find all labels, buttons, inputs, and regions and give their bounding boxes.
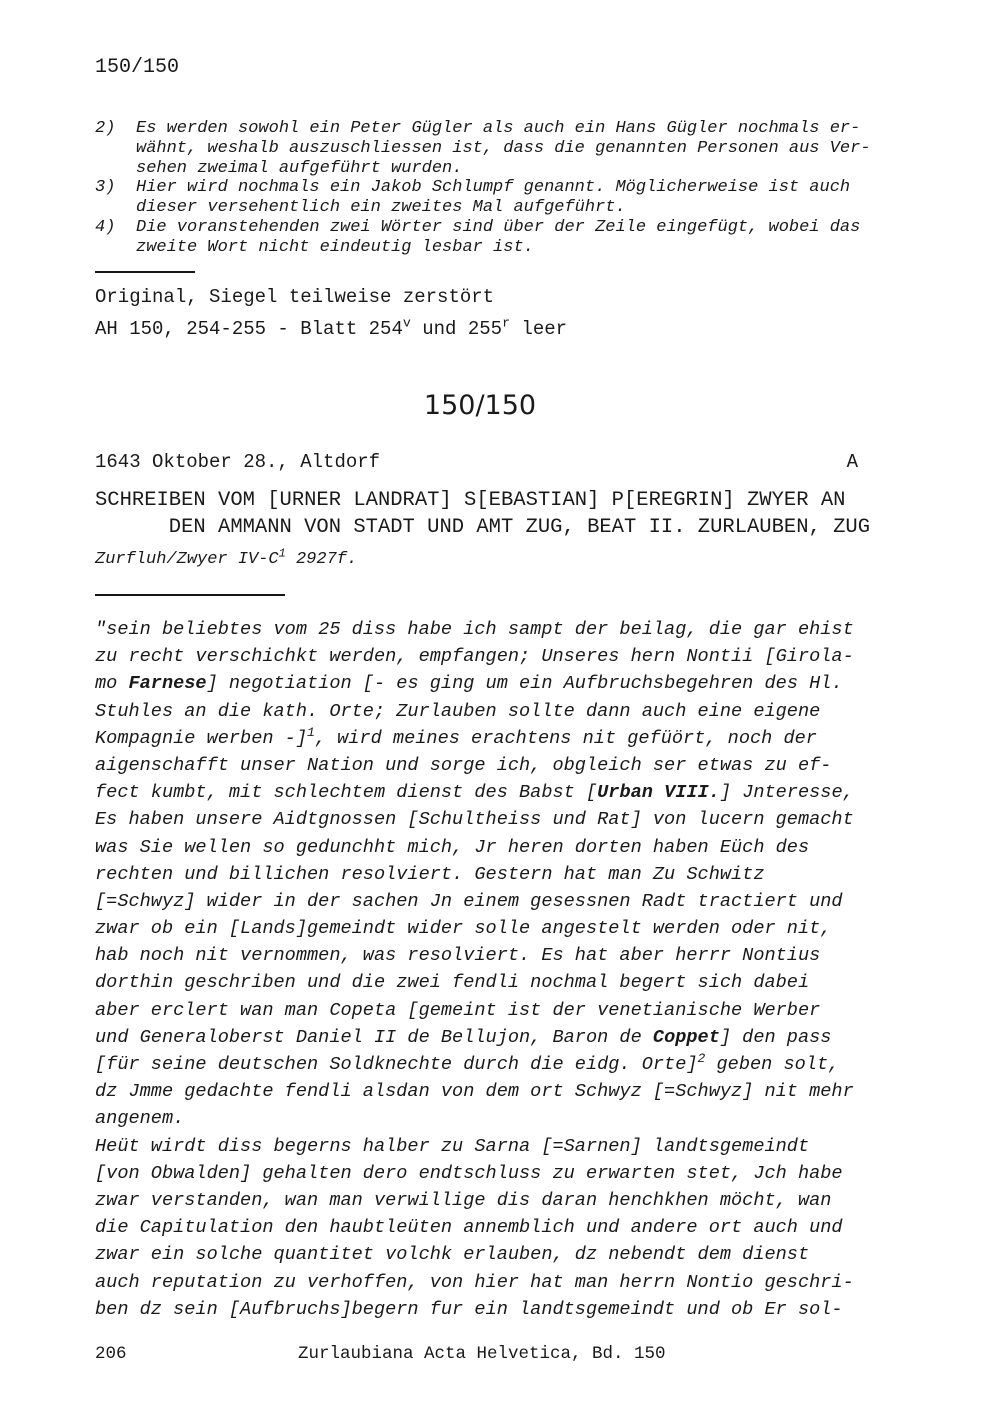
separator-rule-body [95, 594, 285, 596]
footnote-line: wähnt, weshalb auszuschliessen ist, dass die genannten Personen aus Ver- [136, 138, 871, 158]
text-segment: zu recht verschichkt werden, empfangen; Unseres hern Nontii [Girola- [95, 646, 854, 668]
text-line [95, 969, 895, 996]
footnote-line: sehen zweimal aufgeführt wurden. [136, 158, 463, 178]
text-line [95, 779, 895, 806]
text-segment: hab noch nit vernommen, was resolviert. Es hat aber herrr Nontius [95, 945, 821, 967]
text-segment: fect kumbt, mit schlechtem dienst des Babst [ [95, 782, 598, 804]
text-segment: die Capitulation den haubtleüten annemblich und andere ort auch und [95, 1217, 843, 1239]
text-segment: dorthin geschriben und die zwei fendli nochmal begert sich dabei [95, 972, 810, 994]
letter-body-text [95, 616, 895, 1323]
text-segment: mo [95, 673, 129, 695]
footer-imprint: Zurlaubiana Acta Helvetica, Bd. 150 [298, 1344, 666, 1364]
text-segment: ] Jnteresse, [719, 782, 854, 804]
superscript-note-ref: 1 [307, 724, 315, 740]
text-line [95, 1133, 895, 1160]
superscript-note-ref: 1 [278, 546, 286, 561]
source-citation [95, 546, 358, 569]
text-line [95, 670, 895, 697]
text-segment: 2927f. [285, 550, 358, 569]
document-heading [95, 488, 870, 541]
text-segment: dz Jmme gedachte fendli alsdan von dem ort Schwyz [=Schwyz] nit mehr [95, 1081, 854, 1103]
text-line [95, 942, 895, 969]
text-line: SCHREIBEN VOM [URNER LANDRAT] S[EBASTIAN] P[EREGRIN] ZWYER AN [95, 489, 846, 512]
text-line [95, 698, 895, 725]
text-segment: [für seine deutschen Soldknechte durch die eidg. Orte] [95, 1054, 698, 1075]
text-segment: Stuhles an die kath. Orte; Zurlauben sollte dann auch eine eigene [95, 700, 821, 722]
text-line [95, 1187, 895, 1214]
superscript-note-ref: r [502, 315, 511, 331]
text-segment: AH 150, 254-255 - Blatt 254 [95, 318, 403, 340]
document-title-number: 150/150 [423, 390, 537, 421]
footnote-number: 2) [95, 119, 116, 138]
superscript-note-ref: 2 [697, 1050, 706, 1066]
text-line [95, 888, 895, 915]
text-segment: ] negotiation [- es ging um ein Aufbruchsbegehren des Hl. [206, 673, 843, 695]
date-place-line: 1643 Oktober 28., Altdorf [95, 451, 381, 473]
text-segment: aigenschafft unser Nation und sorge ich, obgleich ser etwas zu ef- [95, 754, 832, 776]
text-segment: Es haben unsere Aidtgnossen [Schultheiss und Rat] von lucern gemacht [95, 809, 854, 831]
footnote-line: Es werden sowohl ein Peter Gügler als auch ein Hans Gügler nochmals er- [136, 119, 861, 138]
text-segment: , wird meines erachtens nit gefüört, noch der [314, 727, 817, 749]
text-segment: aber erclert wan man Copeta [gemeint ist der venetianische Werber [95, 999, 821, 1021]
text-segment: zwar ob ein [Lands]gemeindt wider solle angestelt werden oder nit, [95, 918, 832, 940]
text-segment: Zurfluh/Zwyer IV-C [95, 550, 279, 569]
text-line [95, 643, 895, 670]
footnote-item [95, 178, 895, 218]
text-line [95, 1296, 895, 1323]
text-line [95, 1160, 895, 1187]
text-segment: zwar ein solche quantitet volchk erlauben, dz nebendt dem dienst [95, 1244, 810, 1266]
footnote-line: dieser versehentlich ein zweites Mal aufgeführt. [136, 198, 626, 218]
text-line [95, 752, 895, 779]
text-segment: Kompagnie werben -] [95, 727, 308, 749]
footnotes [95, 119, 895, 258]
emphasized-name: Coppet [652, 1026, 720, 1048]
text-segment: auch reputation zu verhoffen, von hier hat man herrn Nontio geschri- [95, 1271, 854, 1293]
footnote-item [95, 119, 895, 178]
text-line [95, 1078, 895, 1105]
text-line [95, 616, 895, 643]
text-segment: zwar verstanden, wan man verwillige dis daran henchkhen möcht, wan [95, 1189, 832, 1211]
text-line: DEN AMMANN VON STADT UND AMT ZUG, BEAT II. ZURLAUBEN, ZUG [95, 515, 871, 539]
provenance-line: Original, Siegel teilweise zerstört [95, 286, 495, 308]
text-line [95, 725, 895, 752]
text-segment: Heüt wirdt diss begerns halber zu Sarna [=Sarnen] landtsgemeindt [95, 1135, 810, 1157]
text-segment: "sein beliebtes vom 25 diss habe ich sampt der beilag, die gar ehist [95, 619, 854, 640]
text-segment: rechten und billichen resolviert. Gestern hat man Zu Schwitz [95, 863, 765, 885]
running-header-document-number: 150/150 [95, 56, 180, 79]
footnote-line: zweite Wort nicht eindeutig lesbar ist. [136, 237, 534, 257]
footnote-number: 4) [95, 217, 116, 237]
footnote-line: Hier wird nochmals ein Jakob Schlumpf genannt. Möglicherweise ist auch [136, 178, 851, 198]
text-segment: ben dz sein [Aufbruchs]begern fur ein landtsgemeindt und ob Er sol- [95, 1298, 843, 1320]
text-line [95, 1241, 895, 1268]
footnote-item [95, 218, 895, 258]
text-line [95, 1214, 895, 1241]
text-line [95, 1105, 895, 1132]
text-segment: ] den pass [719, 1026, 832, 1048]
date-row [95, 451, 858, 473]
emphasized-name: Urban VIII. [597, 782, 720, 804]
text-line [95, 806, 895, 833]
text-line [95, 997, 895, 1024]
text-line [95, 915, 895, 942]
text-segment: [von Obwalden] gehalten dero endtschluss zu erwarten stet, Jch habe [95, 1162, 843, 1184]
text-line [95, 1051, 895, 1078]
emphasized-name: Farnese [128, 673, 207, 695]
footnote-line: Die voranstehenden zwei Wörter sind über der Zeile eingefügt, wobei das [136, 217, 861, 237]
archive-reference-line [95, 315, 568, 340]
footer-page-number: 206 [95, 1344, 127, 1364]
text-segment: leer [510, 318, 568, 340]
text-segment: und Generaloberst Daniel II de Bellujon, Baron de [95, 1026, 653, 1048]
footnote-number: 3) [95, 178, 116, 198]
text-line [95, 1269, 895, 1296]
superscript-note-ref: v [402, 315, 411, 331]
text-segment: geben solt, [705, 1054, 840, 1075]
text-segment: angenem. [95, 1108, 185, 1130]
text-segment: und 255 [410, 318, 503, 340]
text-segment: was Sie wellen so gedunchht mich, Jr heren dorten haben Eüch des [95, 836, 810, 858]
copy-letter-marker: A [846, 451, 858, 473]
text-line [95, 1024, 895, 1051]
text-line [95, 861, 895, 888]
text-line [95, 834, 895, 861]
text-segment: [=Schwyz] wider in der sachen Jn einem gesessnen Radt tractiert und [95, 890, 843, 912]
separator-rule-footnotes [95, 271, 195, 273]
